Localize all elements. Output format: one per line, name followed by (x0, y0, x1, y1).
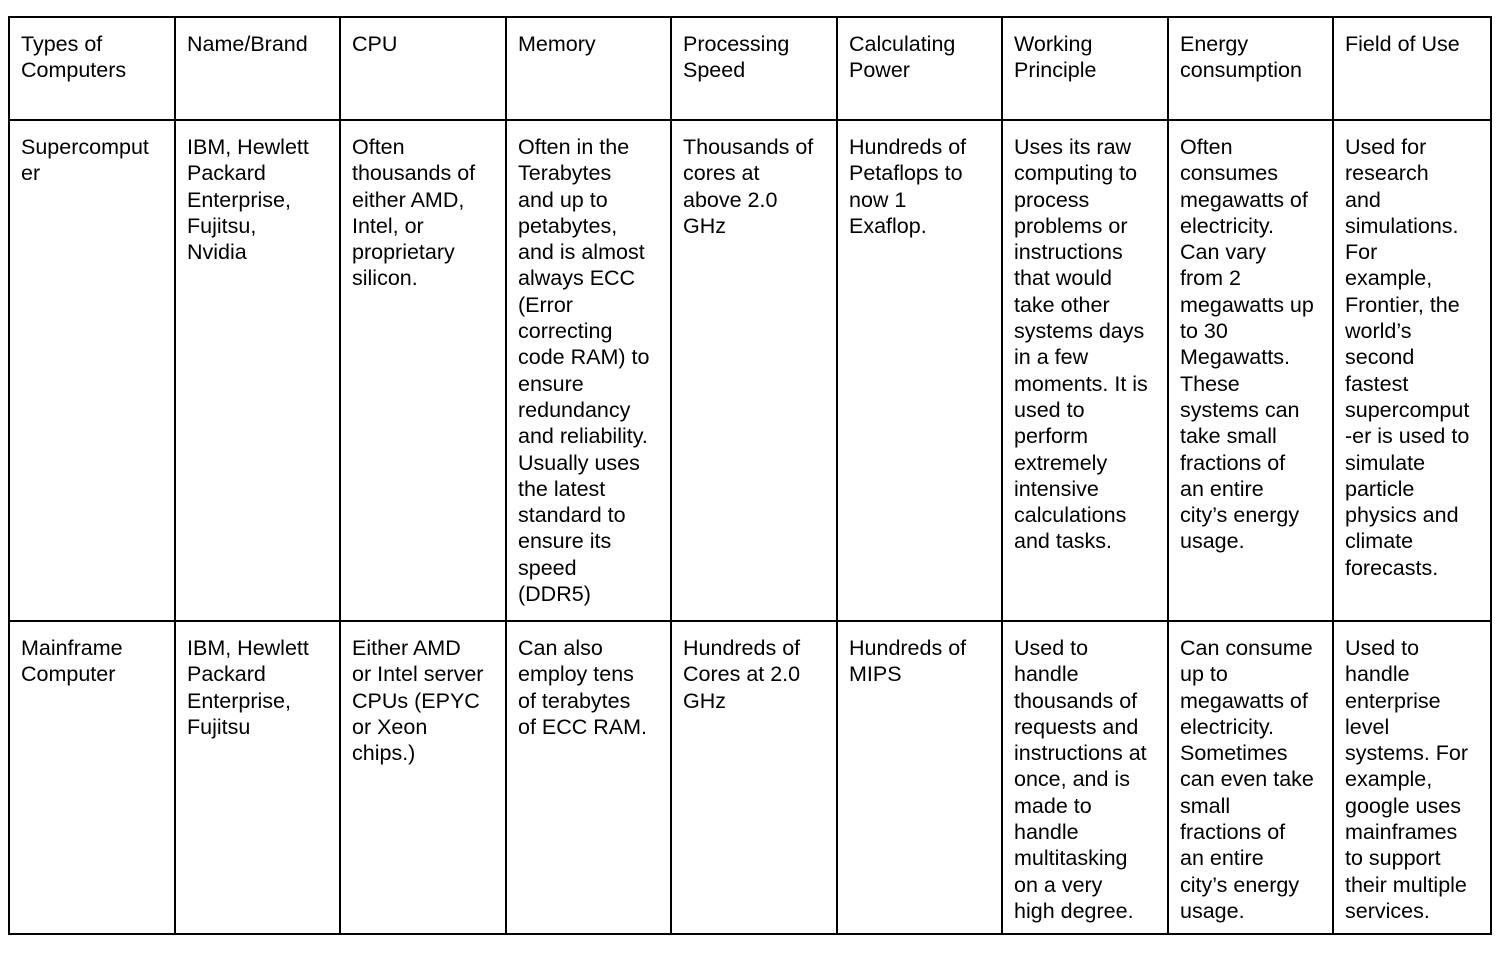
cell-text: Used to handle enterprise level systems. For example, google uses mainframes to support their multiple services. (1345, 636, 1469, 923)
header-text: CPU (352, 32, 398, 56)
cell-text: Mainframe Computer (21, 636, 123, 687)
table-row-supercomputer (9, 120, 1491, 621)
header-cell-working-principle (1002, 17, 1168, 120)
header-text: Name/Brand (187, 32, 308, 56)
table-cell (671, 120, 837, 621)
cell-text: Hundreds of Cores at 2.0 GHz (683, 636, 801, 713)
table-cell (9, 120, 175, 621)
table-row-mainframe (9, 621, 1491, 934)
table-cell (1002, 120, 1168, 621)
header-text: Types of Computers (21, 32, 127, 83)
cell-text: Supercomput er (21, 135, 149, 186)
cell-text: Thousands of cores at above 2.0 GHz (683, 135, 814, 238)
cell-text: Often consumes megawatts of electricity. Can vary from 2 megawatts up to 30 Megawatts. These systems can take small fractions of an entire city’s energy usage. (1180, 135, 1314, 554)
cell-text: Used to handle thousands of requests and instructions at once, and is made to handle multitasking on a very high degree. (1014, 636, 1147, 923)
header-cell-types (9, 17, 175, 120)
header-cell-name-brand (175, 17, 340, 120)
table-cell (1168, 120, 1333, 621)
cell-text: Can also employ tens of terabytes of ECC RAM. (518, 636, 648, 739)
table-cell (175, 621, 340, 934)
header-cell-cpu (340, 17, 506, 120)
header-text: Field of Use (1345, 32, 1460, 56)
cell-text: Hundreds of MIPS (849, 636, 967, 687)
table-cell (837, 120, 1002, 621)
table-cell (837, 621, 1002, 934)
table-cell (506, 120, 671, 621)
header-text: Working Principle (1014, 32, 1097, 83)
table-cell (1333, 621, 1491, 934)
header-cell-calculating-power (837, 17, 1002, 120)
cell-text: IBM, Hewlett Packard Enterprise, Fujitsu (187, 636, 309, 739)
cell-text: Hundreds of Petaflops to now 1 Exaflop. (849, 135, 967, 238)
header-text: Energy consumption (1180, 32, 1302, 83)
computer-types-table (8, 16, 1492, 935)
cell-text: IBM, Hewlett Packard Enterprise, Fujitsu, Nvidia (187, 135, 309, 265)
table-cell (1168, 621, 1333, 934)
table-cell (340, 621, 506, 934)
cell-text: Often in the Terabytes and up to petabytes, and is almost always ECC (Error correcting code RAM) to ensure redundancy and reliability. Usually uses the latest standard to ensure its speed (DDR5) (518, 135, 650, 607)
table-cell (1002, 621, 1168, 934)
table-cell (1333, 120, 1491, 621)
table-cell (506, 621, 671, 934)
table-cell (340, 120, 506, 621)
header-text: Processing Speed (683, 32, 790, 83)
header-cell-energy-consumption (1168, 17, 1333, 120)
cell-text: Uses its raw computing to process problems or instructions that would take other systems days in a few moments. It is used to perform extremely intensive calculations and tasks. (1014, 135, 1148, 554)
table-cell (671, 621, 837, 934)
header-text: Calculating Power (849, 32, 956, 83)
header-cell-processing-speed (671, 17, 837, 120)
header-cell-field-of-use (1333, 17, 1491, 120)
cell-text: Either AMD or Intel server CPUs (EPYC or Xeon chips.) (352, 636, 484, 766)
cell-text: Used for research and simulations. For example, Frontier, the world’s second fastest supercomput -er is used to simulate particle physics and climate forecasts. (1345, 135, 1470, 580)
table-cell (9, 621, 175, 934)
header-text: Memory (518, 32, 596, 56)
cell-text: Often thousands of either AMD, Intel, or proprietary silicon. (352, 135, 476, 291)
table-cell (175, 120, 340, 621)
cell-text: Can consume up to megawatts of electricity. Sometimes can even take small fractions of an entire city’s energy usage. (1180, 636, 1314, 923)
header-cell-memory (506, 17, 671, 120)
table-header-row (9, 17, 1491, 120)
